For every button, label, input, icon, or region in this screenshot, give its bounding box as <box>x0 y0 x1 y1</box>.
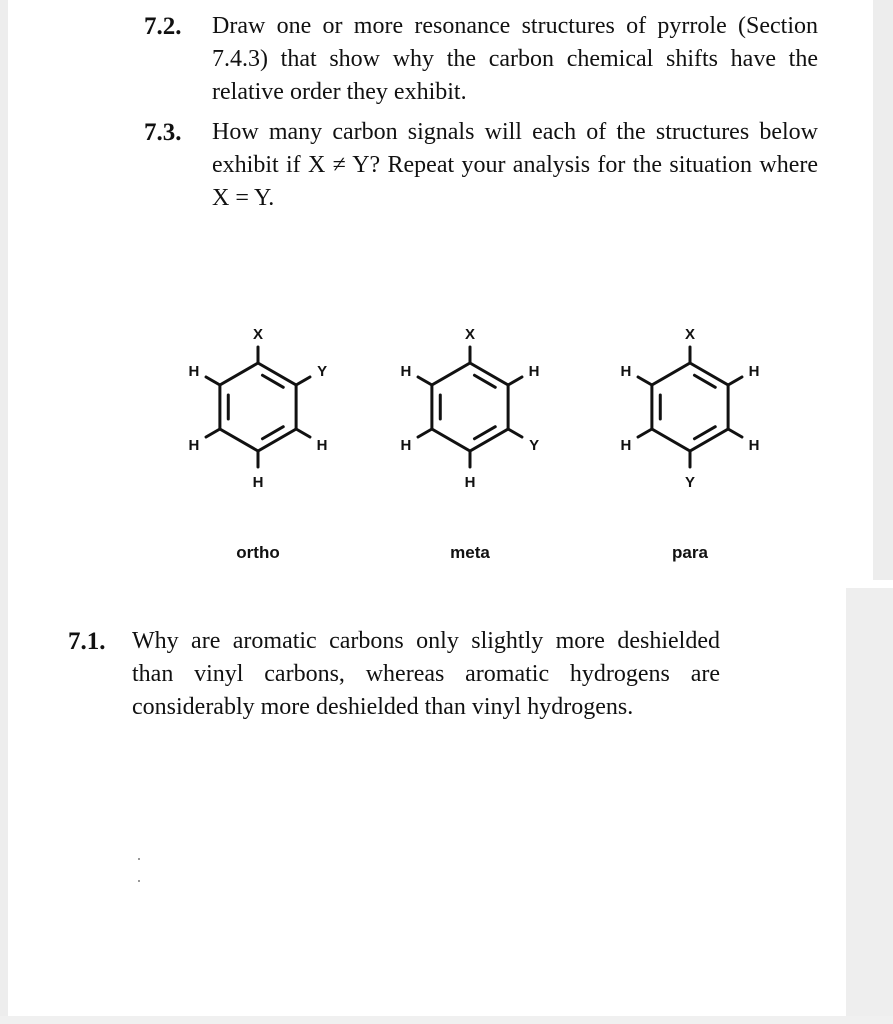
atom-label-upper-left: H <box>620 363 632 380</box>
scan-margin-right-bottom <box>846 588 893 1024</box>
scan-speck <box>138 880 140 882</box>
problem-text: How many carbon signals will each of the structures below exhibit if X ≠ Y? Repeat your analysis for the situation where X = Y. <box>212 119 818 211</box>
scan-margin-left <box>0 0 8 1024</box>
substituent-bond <box>728 377 742 385</box>
substituent-bond <box>638 429 652 437</box>
atom-label-upper-left: H <box>400 363 412 380</box>
structure-caption: ortho <box>236 543 280 562</box>
substituent-bond <box>206 377 220 385</box>
atom-label-top: X <box>684 326 696 343</box>
problem-text: Draw one or more resonance structures of pyrrole (Section 7.4.3) that show why the carbon chemical shifts have the relative order they exhibit. <box>212 13 818 105</box>
atom-label-lower-left: H <box>400 437 412 454</box>
problem-7-3 <box>144 116 824 216</box>
atom-label-bottom: Y <box>684 474 696 491</box>
disubstituted-benzene-figure <box>150 305 790 585</box>
atom-label-bottom: H <box>464 474 476 491</box>
atom-label-top: X <box>464 326 476 343</box>
scan-margin-bottom <box>0 1016 893 1024</box>
ring-bonds <box>652 363 728 451</box>
substituent-bond <box>296 429 310 437</box>
atom-label-top: X <box>252 326 264 343</box>
substituent-bond <box>418 377 432 385</box>
atom-label-lower-left: H <box>620 437 632 454</box>
atom-label-lower-right: Y <box>529 437 540 454</box>
substituent-bond <box>296 377 310 385</box>
atom-label-upper-right: H <box>528 363 540 380</box>
substituent-bond <box>418 429 432 437</box>
scan-margin-right-top <box>873 0 893 580</box>
substituent-bond <box>508 377 522 385</box>
ring-bonds <box>432 363 508 451</box>
atom-label-upper-left: H <box>188 363 200 380</box>
benzene-structure-meta <box>400 326 539 562</box>
atom-label-lower-right: H <box>316 437 328 454</box>
problem-number: 7.1. <box>68 628 106 655</box>
structure-caption: meta <box>450 543 490 562</box>
atom-label-lower-left: H <box>188 437 200 454</box>
atom-label-bottom: H <box>252 474 264 491</box>
benzene-structure-para <box>620 326 759 562</box>
problem-number: 7.3. <box>144 119 182 146</box>
problem-text: Why are aromatic carbons only slightly more deshielded than vinyl carbons, whereas aromatic hydrogens are considerably more deshielded than vinyl hydrogens. <box>132 628 720 720</box>
substituent-bond <box>728 429 742 437</box>
structure-caption: para <box>672 543 708 562</box>
substituent-bond <box>638 377 652 385</box>
substituent-bond <box>206 429 220 437</box>
problem-7-2 <box>144 10 824 110</box>
atom-label-lower-right: H <box>748 437 760 454</box>
problem-7-1 <box>68 625 728 765</box>
problem-number: 7.2. <box>144 13 182 40</box>
ring-bonds <box>220 363 296 451</box>
substituent-bond <box>508 429 522 437</box>
atom-label-upper-right: Y <box>317 363 328 380</box>
atom-label-upper-right: H <box>748 363 760 380</box>
scan-speck <box>138 858 140 860</box>
benzene-structures-svg <box>150 305 790 585</box>
benzene-structure-ortho <box>188 326 327 562</box>
